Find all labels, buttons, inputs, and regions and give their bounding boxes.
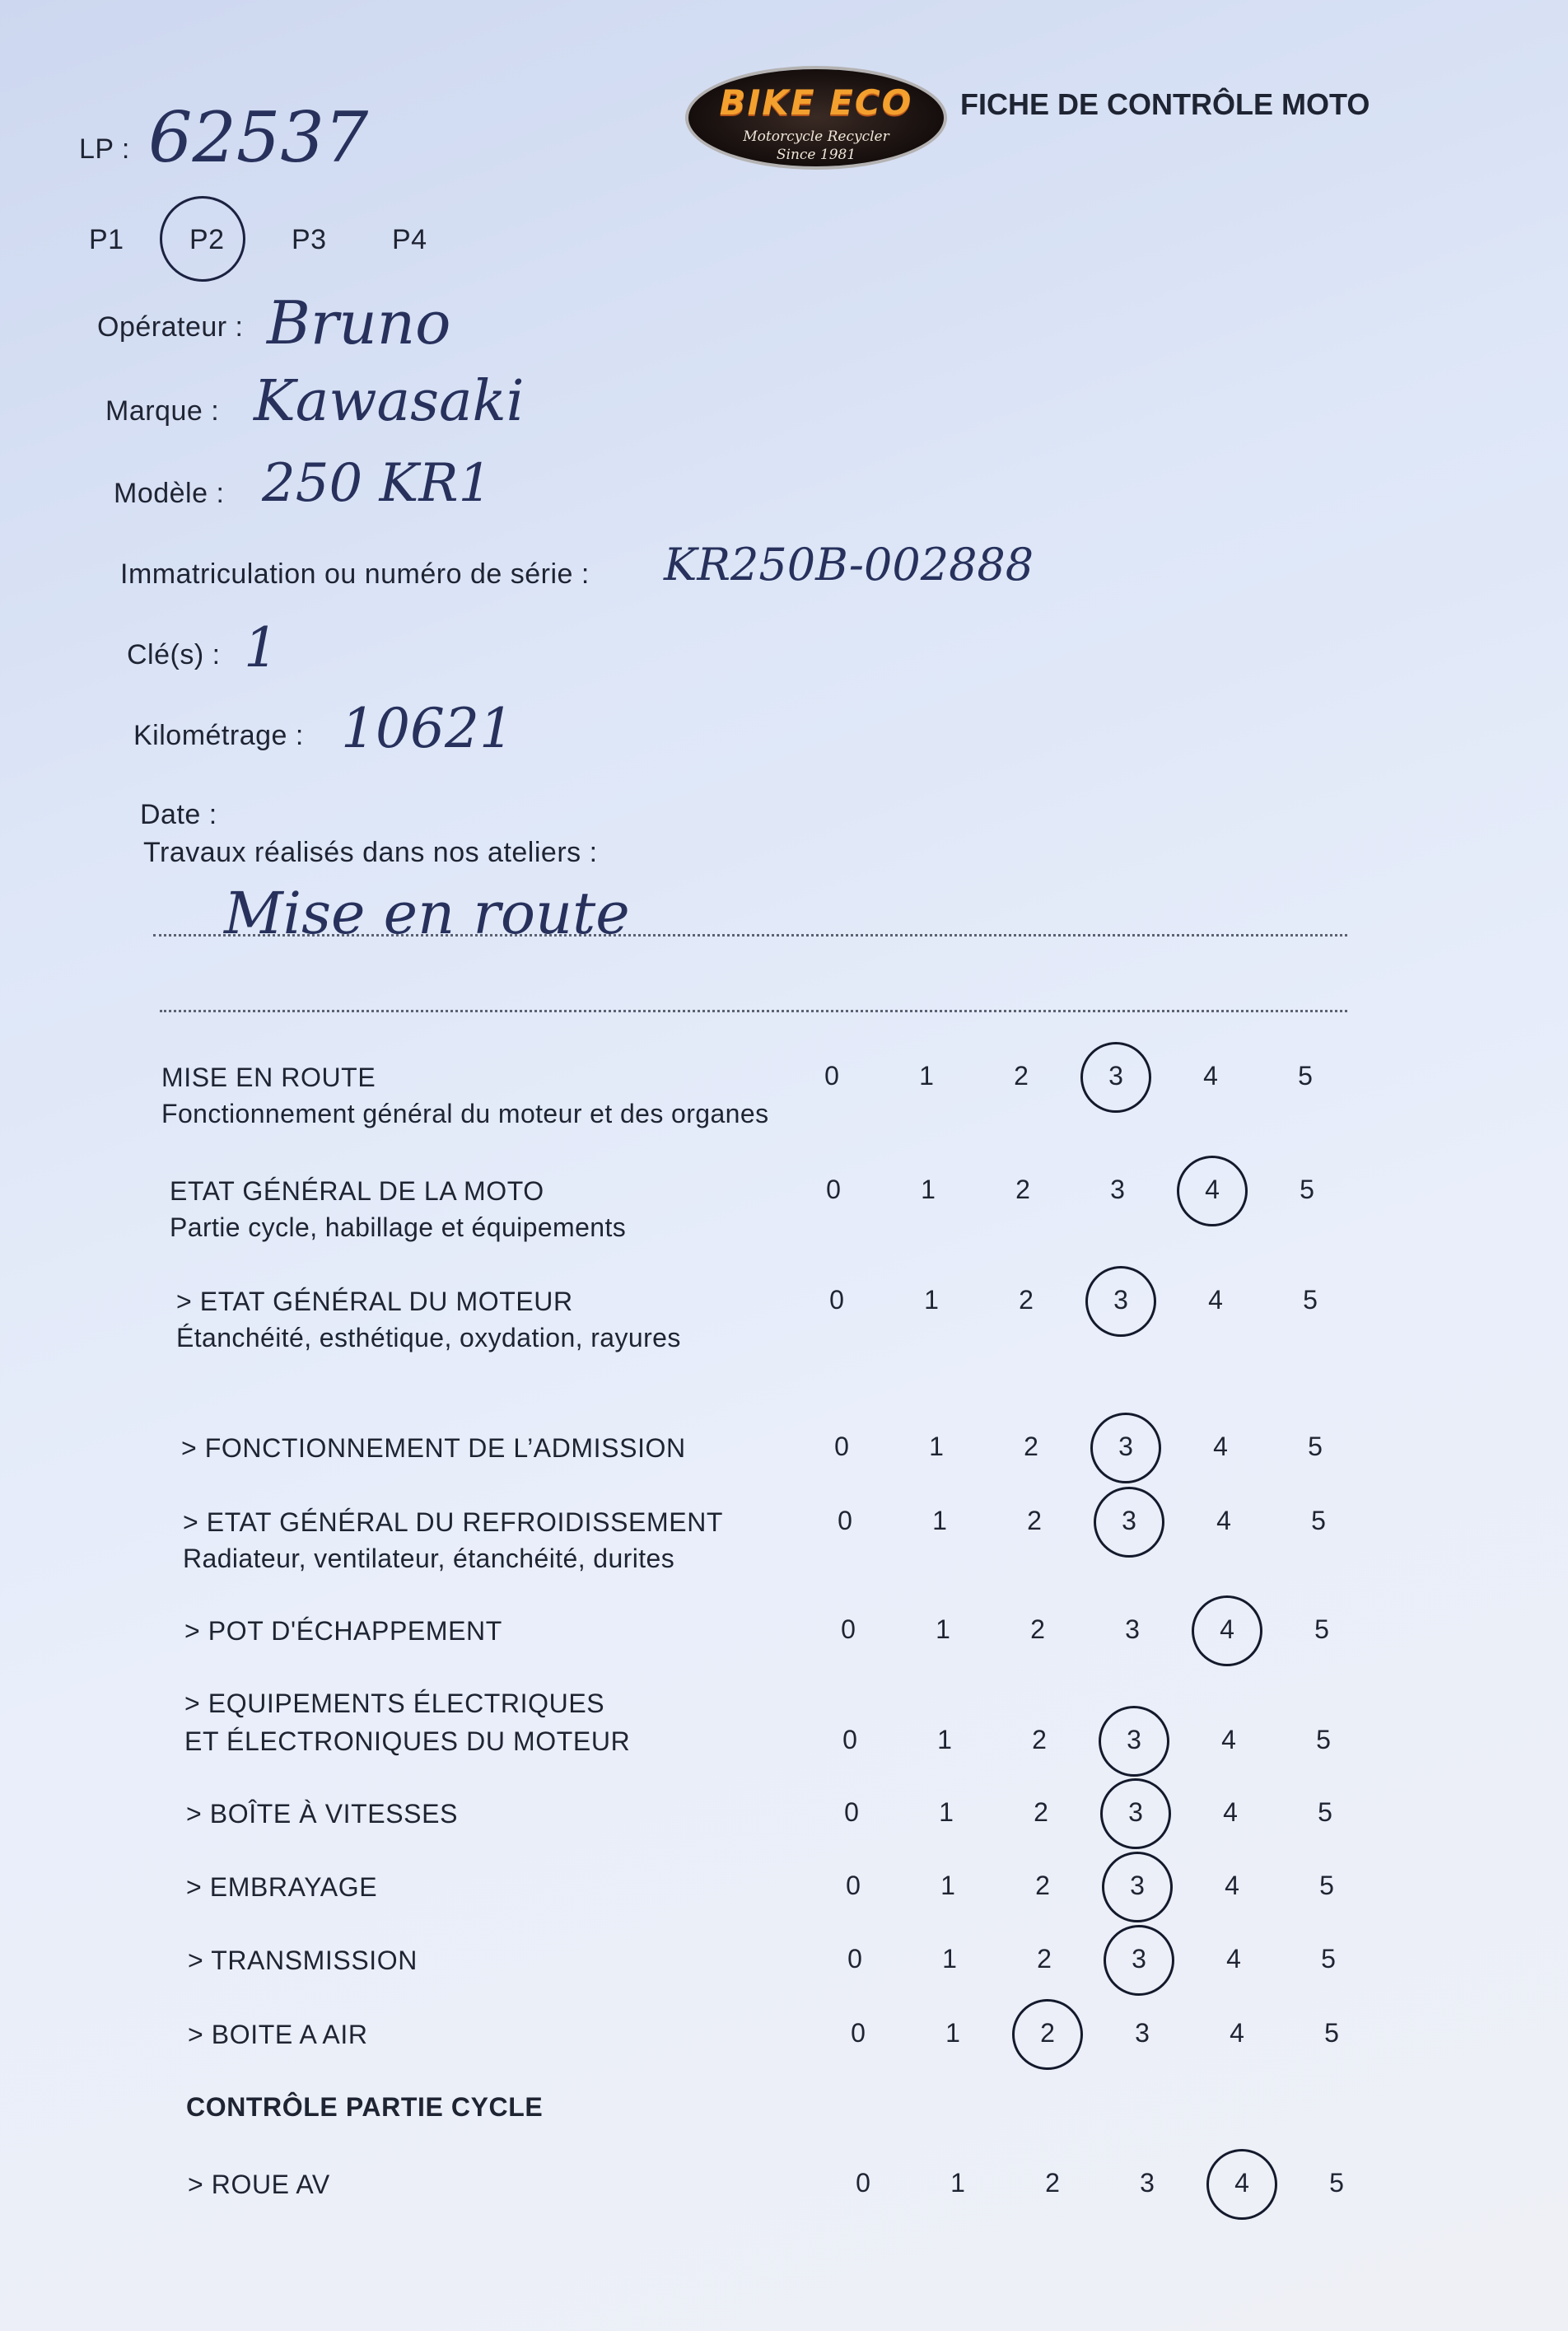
selected-score-circle (1104, 1925, 1174, 1996)
dotted-line-2 (160, 1010, 1347, 1012)
score-option-4: 4 (1203, 1061, 1218, 1091)
score-option-4: 4 (1225, 1871, 1239, 1900)
score-option-3: 3 (1122, 1506, 1136, 1535)
score-option-1: 1 (945, 2018, 960, 2048)
section-title-cycle: CONTRÔLE PARTIE CYCLE (186, 2092, 544, 2122)
date-label: Date : (140, 799, 217, 830)
score-option-1: 1 (939, 1797, 954, 1827)
score-option-5: 5 (1314, 1614, 1329, 1644)
rating-label: > BOITE A AIR (188, 2020, 368, 2049)
score-option-4: 4 (1230, 2018, 1244, 2048)
selected-score-circle (1102, 1852, 1173, 1922)
score-option-3: 3 (1132, 1944, 1146, 1974)
rating-label: > POT D'ÉCHAPPEMENT (184, 1616, 502, 1646)
rating-label: MISE EN ROUTE (161, 1063, 376, 1092)
score-option-4: 4 (1223, 1797, 1238, 1827)
score-option-0: 0 (834, 1432, 849, 1461)
marque-label: Marque : (105, 395, 220, 427)
modele-value: 250 KR1 (262, 453, 492, 514)
selected-score-circle (1080, 1042, 1151, 1113)
rating-label: > TRANSMISSION (188, 1946, 418, 1975)
logo-text: BIKE ECO (719, 82, 913, 123)
rating-label: > BOÎTE À VITESSES (186, 1799, 459, 1829)
score-option-4: 4 (1213, 1432, 1228, 1461)
bike-eco-logo (685, 66, 947, 170)
rating-sublabel: Étanchéité, esthétique, oxydation, rayures (176, 1323, 681, 1352)
score-option-5: 5 (1298, 1061, 1313, 1091)
score-option-4: 4 (1221, 1725, 1236, 1754)
score-option-1: 1 (940, 1871, 955, 1900)
rating-sublabel: Radiateur, ventilateur, étanchéité, durites (183, 1544, 675, 1573)
selected-score-circle (1090, 1413, 1161, 1483)
dotted-line-1 (153, 934, 1347, 937)
rating-label: > FONCTIONNEMENT DE L’ADMISSION (181, 1433, 686, 1463)
score-option-0: 0 (856, 2168, 870, 2198)
rating-sublabel: Fonctionnement général du moteur et des organes (161, 1099, 769, 1128)
score-option-5: 5 (1308, 1432, 1323, 1461)
modele-label: Modèle : (114, 478, 225, 509)
immatriculation-label: Immatriculation ou numéro de série : (120, 558, 590, 590)
position-p2-circle (160, 196, 245, 282)
score-option-5: 5 (1316, 1725, 1331, 1754)
score-option-5: 5 (1303, 1285, 1318, 1315)
selected-score-circle (1094, 1487, 1164, 1558)
position-p1: P1 (89, 224, 124, 255)
logo-since: Since 1981 (776, 147, 856, 163)
score-option-2: 2 (1035, 1871, 1050, 1900)
score-option-2: 2 (1037, 1944, 1052, 1974)
position-p4: P4 (392, 224, 427, 255)
score-option-3: 3 (1118, 1432, 1133, 1461)
page-title: FICHE DE CONTRÔLE MOTO (960, 87, 1370, 121)
score-option-5: 5 (1319, 1871, 1334, 1900)
score-option-4: 4 (1220, 1614, 1234, 1644)
cles-label: Clé(s) : (127, 639, 221, 670)
rating-label: > ETAT GÉNÉRAL DU REFROIDISSEMENT (183, 1507, 724, 1537)
score-option-3: 3 (1113, 1285, 1128, 1315)
rating-label: > ROUE AV (188, 2170, 330, 2199)
score-option-2: 2 (1040, 2018, 1055, 2048)
score-option-0: 0 (838, 1506, 852, 1535)
score-option-2: 2 (1034, 1797, 1048, 1827)
score-option-3: 3 (1135, 2018, 1150, 2048)
score-option-2: 2 (1014, 1061, 1029, 1091)
score-option-1: 1 (921, 1175, 936, 1204)
kilometrage-value: 10621 (341, 697, 514, 760)
score-option-2: 2 (1019, 1285, 1034, 1315)
score-option-2: 2 (1032, 1725, 1047, 1754)
score-option-3: 3 (1125, 1614, 1140, 1644)
score-option-3: 3 (1130, 1871, 1145, 1900)
score-option-1: 1 (924, 1285, 939, 1315)
score-option-5: 5 (1329, 2168, 1344, 2198)
logo-tagline: Motorcycle Recycler (743, 128, 889, 145)
kilometrage-label: Kilométrage : (133, 720, 304, 751)
score-option-0: 0 (824, 1061, 839, 1091)
score-option-4: 4 (1205, 1175, 1220, 1204)
score-option-0: 0 (841, 1614, 856, 1644)
score-option-2: 2 (1045, 2168, 1060, 2198)
score-option-5: 5 (1324, 2018, 1339, 2048)
rating-label: > EMBRAYAGE (186, 1872, 378, 1902)
score-option-2: 2 (1030, 1614, 1045, 1644)
score-option-3: 3 (1127, 1725, 1141, 1754)
score-option-4: 4 (1208, 1285, 1223, 1315)
score-option-0: 0 (842, 1725, 857, 1754)
score-option-0: 0 (846, 1871, 861, 1900)
score-option-5: 5 (1300, 1175, 1314, 1204)
score-option-0: 0 (844, 1797, 859, 1827)
score-option-4: 4 (1226, 1944, 1241, 1974)
score-option-0: 0 (847, 1944, 862, 1974)
score-option-1: 1 (942, 1944, 957, 1974)
score-option-1: 1 (929, 1432, 944, 1461)
selected-score-circle (1192, 1595, 1262, 1666)
rating-label: > EQUIPEMENTS ÉLECTRIQUES (184, 1689, 605, 1718)
selected-score-circle (1085, 1266, 1156, 1337)
score-option-3: 3 (1110, 1175, 1125, 1204)
cles-value: 1 (244, 616, 278, 680)
marque-value: Kawasaki (254, 369, 525, 434)
rating-label: > ETAT GÉNÉRAL DU MOTEUR (176, 1287, 573, 1316)
selected-score-circle (1177, 1156, 1248, 1226)
score-option-3: 3 (1128, 1797, 1143, 1827)
score-option-5: 5 (1321, 1944, 1336, 1974)
position-p3: P3 (292, 224, 327, 255)
score-option-0: 0 (829, 1285, 844, 1315)
score-option-4: 4 (1216, 1506, 1231, 1535)
rating-label-line2: ET ÉLECTRONIQUES DU MOTEUR (184, 1726, 631, 1756)
score-option-2: 2 (1027, 1506, 1042, 1535)
score-option-4: 4 (1234, 2168, 1249, 2198)
score-option-5: 5 (1311, 1506, 1326, 1535)
travaux-label: Travaux réalisés dans nos ateliers : (143, 837, 598, 868)
score-option-1: 1 (950, 2168, 965, 2198)
score-option-2: 2 (1024, 1432, 1038, 1461)
selected-score-circle (1206, 2149, 1277, 2220)
score-option-5: 5 (1318, 1797, 1332, 1827)
score-option-3: 3 (1108, 1061, 1123, 1091)
travaux-value: Mise en route (224, 880, 630, 947)
rating-sublabel: Partie cycle, habillage et équipements (170, 1212, 627, 1242)
lp-value: 62537 (148, 97, 369, 178)
score-option-1: 1 (936, 1614, 950, 1644)
score-option-2: 2 (1015, 1175, 1030, 1204)
operateur-value: Bruno (267, 288, 451, 357)
lp-label: LP : (79, 133, 130, 165)
selected-score-circle (1099, 1706, 1169, 1777)
selected-score-circle (1100, 1778, 1171, 1849)
selected-score-circle (1012, 1999, 1083, 2070)
score-option-1: 1 (919, 1061, 934, 1091)
score-option-1: 1 (937, 1725, 952, 1754)
score-option-0: 0 (826, 1175, 841, 1204)
score-option-1: 1 (932, 1506, 947, 1535)
position-p2: P2 (189, 224, 225, 255)
operateur-label: Opérateur : (97, 311, 244, 343)
rating-label: ETAT GÉNÉRAL DE LA MOTO (170, 1176, 544, 1206)
immatriculation-value: KR250B-002888 (664, 539, 1034, 591)
score-option-3: 3 (1140, 2168, 1155, 2198)
score-option-0: 0 (851, 2018, 866, 2048)
